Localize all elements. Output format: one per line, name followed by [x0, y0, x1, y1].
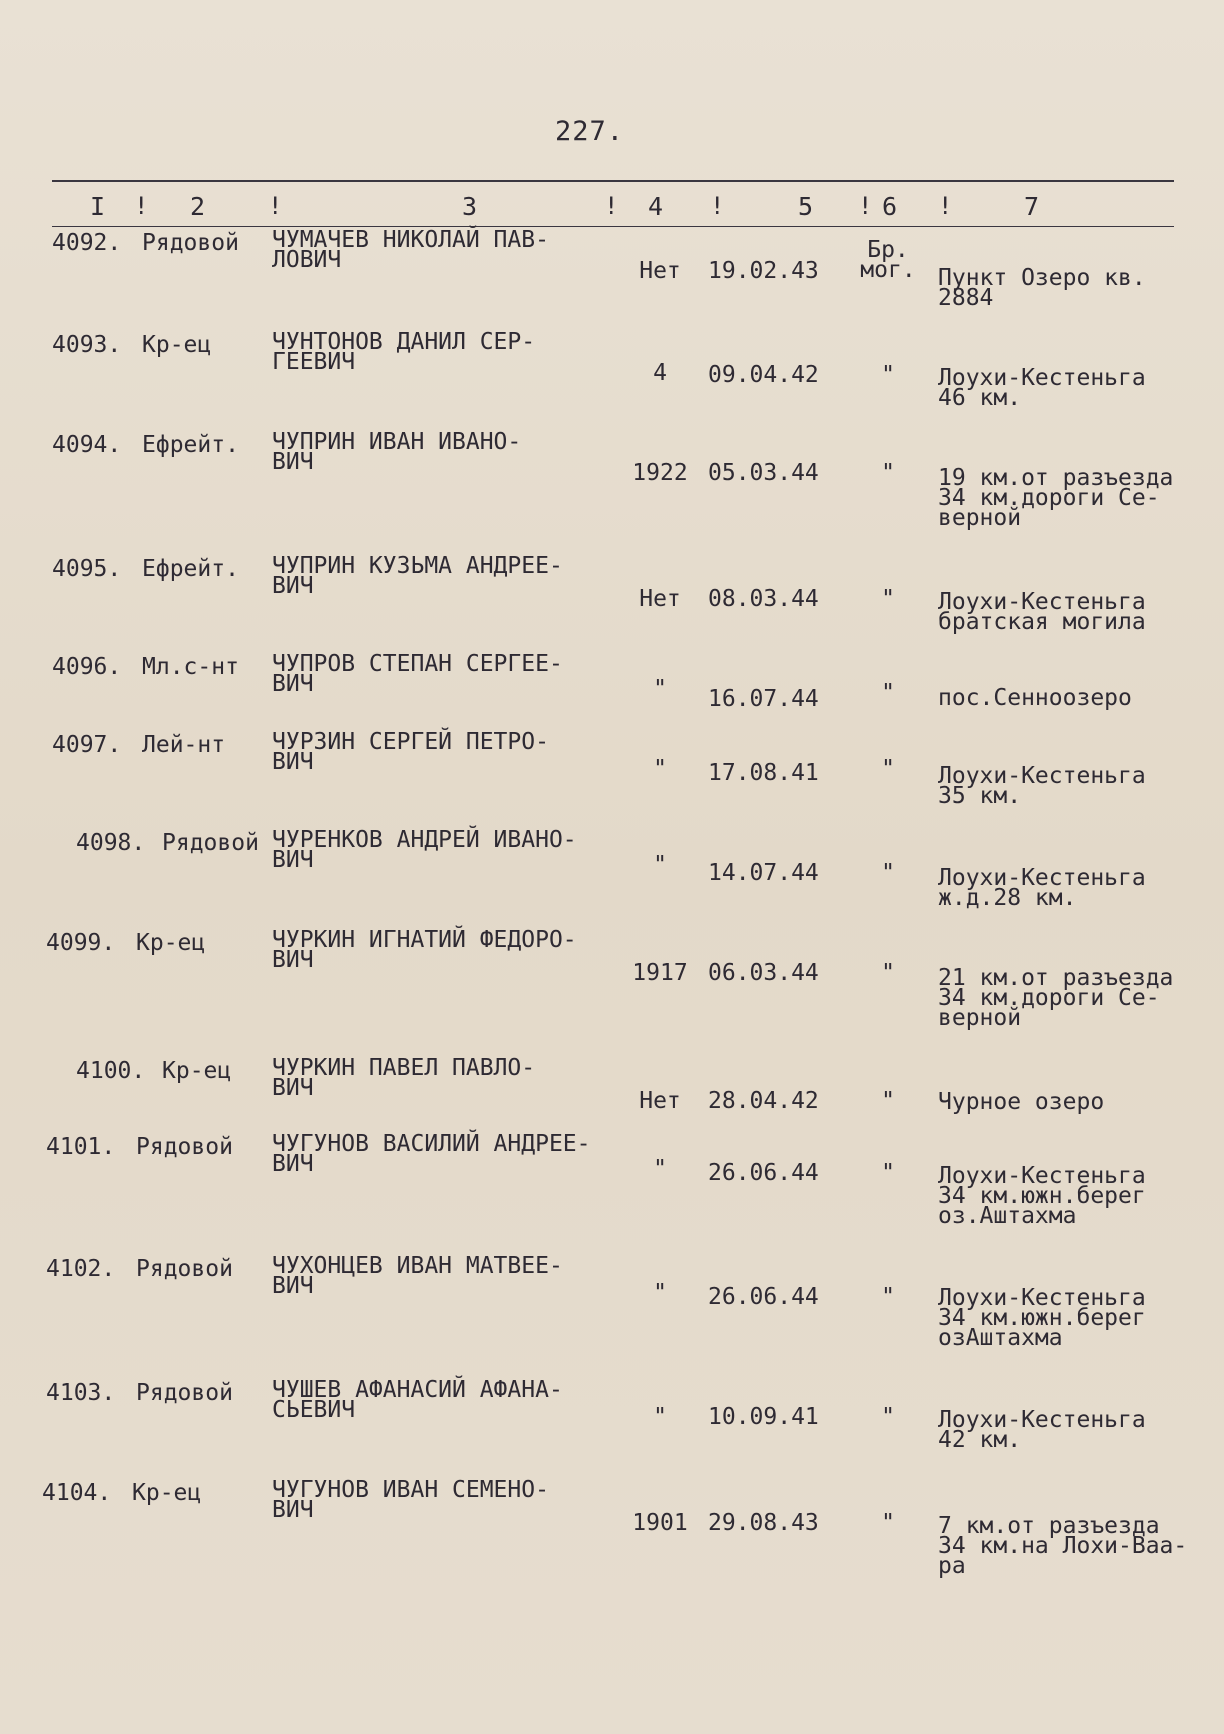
record-number: 4099. — [46, 930, 116, 956]
death-date: 29.08.43 — [708, 1510, 819, 1536]
death-date: 16.07.44 — [708, 686, 819, 712]
birth-year: " — [653, 676, 667, 702]
birth-year: Нет — [639, 258, 681, 284]
full-name: ЧУГУНОВ ВАСИЛИЙ АНДРЕЕ- ВИЧ — [272, 1131, 591, 1177]
death-date: 28.04.42 — [708, 1088, 819, 1114]
record-number: 4095. — [52, 556, 122, 582]
record-number: 4100. — [76, 1058, 146, 1084]
death-date: 09.04.42 — [708, 362, 819, 388]
death-date: 17.08.41 — [708, 760, 819, 786]
page-number: 227. — [555, 116, 625, 147]
burial-type: Бр. мог. — [860, 237, 916, 283]
full-name: ЧУШЕВ АФАНАСИЙ АФАНА- СЬЕВИЧ — [272, 1377, 563, 1423]
burial-type: " — [881, 1510, 895, 1536]
death-date: 19.02.43 — [708, 258, 819, 284]
full-name: ЧУНТОНОВ ДАНИЛ СЕР- ГЕЕВИЧ — [272, 329, 536, 375]
rank: Лей-нт — [142, 732, 226, 758]
death-date: 06.03.44 — [708, 960, 819, 986]
burial-place: 21 км.от разъезда 34 км.дороги Се- верной — [938, 965, 1174, 1031]
burial-type: " — [881, 460, 895, 486]
birth-year: " — [653, 852, 667, 878]
death-date: 14.07.44 — [708, 860, 819, 886]
header-top-rule — [52, 180, 1174, 182]
burial-place: 7 км.от разъезда 34 км.на Лохи-Ваа- ра — [938, 1513, 1188, 1579]
burial-type: " — [881, 1404, 895, 1430]
burial-type: " — [881, 1284, 895, 1310]
record-number: 4098. — [76, 830, 146, 856]
rank: Ефрейт. — [142, 432, 239, 458]
death-date: 05.03.44 — [708, 460, 819, 486]
rank: Рядовой — [142, 230, 239, 256]
record-number: 4093. — [52, 332, 122, 358]
header-col-5: 5 — [798, 192, 814, 221]
birth-year: 1922 — [632, 460, 688, 486]
rank: Кр-ец — [132, 1480, 202, 1506]
rank: Кр-ец — [162, 1058, 232, 1084]
header-col-3: 3 — [462, 192, 478, 221]
birth-year: " — [653, 1156, 667, 1182]
burial-place: пос.Сенноозеро — [938, 685, 1132, 711]
burial-place: 19 км.от разъезда 34 км.дороги Се- верной — [938, 465, 1174, 531]
record-number: 4097. — [52, 732, 122, 758]
record-number: 4102. — [46, 1256, 116, 1282]
header-separator: ! — [134, 192, 149, 220]
burial-place: Пункт Озеро кв. 2884 — [938, 265, 1146, 311]
burial-place: Лоухи-Кестеньга 35 км. — [938, 763, 1146, 809]
full-name: ЧУРЕНКОВ АНДРЕЙ ИВАНО- ВИЧ — [272, 827, 577, 873]
birth-year: " — [653, 1280, 667, 1306]
full-name: ЧУПРОВ СТЕПАН СЕРГЕЕ- ВИЧ — [272, 651, 563, 697]
death-date: 26.06.44 — [708, 1160, 819, 1186]
birth-year: Нет — [639, 1088, 681, 1114]
full-name: ЧУРКИН ПАВЕЛ ПАВЛО- ВИЧ — [272, 1055, 536, 1101]
birth-year: 1901 — [632, 1510, 688, 1536]
header-col-4: 4 — [648, 192, 664, 221]
burial-place: Лоухи-Кестеньга 34 км.южн.берег озАштахма — [938, 1285, 1146, 1351]
record-number: 4103. — [46, 1380, 116, 1406]
full-name: ЧУХОНЦЕВ ИВАН МАТВЕЕ- ВИЧ — [272, 1253, 563, 1299]
burial-place: Лоухи-Кестеньга 46 км. — [938, 365, 1146, 411]
rank: Ефрейт. — [142, 556, 239, 582]
death-date: 10.09.41 — [708, 1404, 819, 1430]
burial-place: Чурное озеро — [938, 1089, 1105, 1115]
table-header — [0, 192, 1224, 226]
record-number: 4104. — [42, 1480, 112, 1506]
header-col-7: 7 — [1024, 192, 1040, 221]
full-name: ЧУГУНОВ ИВАН СЕМЕНО- ВИЧ — [272, 1477, 549, 1523]
rank: Рядовой — [162, 830, 259, 856]
burial-type: " — [881, 586, 895, 612]
full-name: ЧУРКИН ИГНАТИЙ ФЕДОРО- ВИЧ — [272, 927, 577, 973]
burial-place: Лоухи-Кестеньга братская могила — [938, 589, 1146, 635]
burial-type: " — [881, 756, 895, 782]
birth-year: Нет — [639, 586, 681, 612]
burial-type: " — [881, 1160, 895, 1186]
record-number: 4092. — [52, 230, 122, 256]
record-number: 4094. — [52, 432, 122, 458]
header-col-2: 2 — [190, 192, 206, 221]
rank: Рядовой — [136, 1380, 233, 1406]
header-col-6: 6 — [882, 192, 898, 221]
birth-year: 1917 — [632, 960, 688, 986]
burial-place: Лоухи-Кестеньга ж.д.28 км. — [938, 865, 1146, 911]
burial-type: " — [881, 1088, 895, 1114]
burial-type: " — [881, 960, 895, 986]
rank: Кр-ец — [136, 930, 206, 956]
header-separator: ! — [938, 192, 953, 220]
full-name: ЧУПРИН ИВАН ИВАНО- ВИЧ — [272, 429, 522, 475]
header-separator: ! — [710, 192, 725, 220]
birth-year: " — [653, 1404, 667, 1430]
death-date: 08.03.44 — [708, 586, 819, 612]
header-col-1: I — [90, 192, 106, 221]
full-name: ЧУМАЧЕВ НИКОЛАЙ ПАВ- ЛОВИЧ — [272, 227, 549, 273]
burial-type: " — [881, 860, 895, 886]
rank: Рядовой — [136, 1256, 233, 1282]
burial-type: " — [881, 680, 895, 706]
rank: Рядовой — [136, 1134, 233, 1160]
header-separator: ! — [858, 192, 873, 220]
rank: Мл.с-нт — [142, 654, 239, 680]
burial-place: Лоухи-Кестеньга 34 км.южн.берег оз.Аштахма — [938, 1163, 1146, 1229]
header-separator: ! — [604, 192, 619, 220]
burial-place: Лоухи-Кестеньга 42 км. — [938, 1407, 1146, 1453]
burial-type: " — [881, 362, 895, 388]
death-date: 26.06.44 — [708, 1284, 819, 1310]
header-bottom-rule — [52, 226, 1174, 227]
record-number: 4096. — [52, 654, 122, 680]
birth-year: " — [653, 756, 667, 782]
header-separator: ! — [268, 192, 283, 220]
full-name: ЧУРЗИН СЕРГЕЙ ПЕТРО- ВИЧ — [272, 729, 549, 775]
full-name: ЧУПРИН КУЗЬМА АНДРЕЕ- ВИЧ — [272, 553, 563, 599]
record-number: 4101. — [46, 1134, 116, 1160]
birth-year: 4 — [653, 360, 667, 386]
rank: Кр-ец — [142, 332, 212, 358]
